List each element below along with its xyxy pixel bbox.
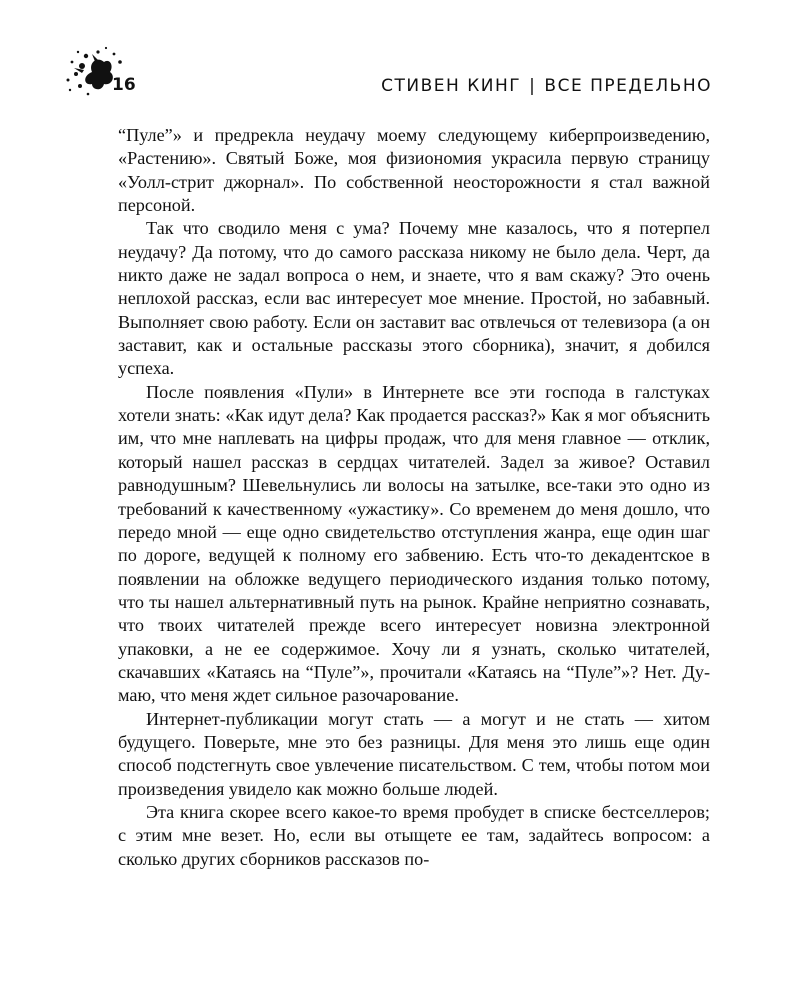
paragraph-continued: “Пуле”» и предрекла неудачу моему следующему киберпроизведению, «Растению». Святый Боже, моя физиономия украсила первую страницу «Уолл-стрит джорнал». По собственной неосторожности я стал важной персоной. (118, 125, 710, 216)
paragraph: Интернет-публикации могут стать — а могут и не стать — хитом будущего. Поверьте, мне это без разницы. Для меня это лишь еще один способ подстегнуть свое увлечение писательством. С тем, чтобы потом мои произведения увидело как можно больше людей. (118, 708, 710, 799)
page-header (62, 44, 712, 104)
paragraph: После появления «Пули» в Интернете все эти господа в галстуках хотели знать: «Как идут дела? Как продается рассказ?» Как я мог объяснить им, что мне наплевать на цифры продаж, что для меня главное — отклик, который нашел рассказ в сердцах читателей. Задел за живое? Оставил равнодушным? Шевельнулись ли волосы на затылке, все-таки это одно из требований к качественному «ужастику». Со временем до меня дошло, что передо мной — еще одно свидетельство отступления жанра, еще один шаг по дороге, ведущей к полному его забвению. Есть что-то декадентское в появлении на обложке ведущего периодического издания только потому, что ты нашел альтернативный путь на рынок. Крайне неприятно сознавать, что твоих читателей прежде всего интересует новизна электронной упаковки, а не ее содержимое. Хочу ли я узнать, сколько читателей, скачавших «Катаясь на “Пуле”», прочитали «Катаясь на “Пуле”»? Нет. Думаю, что меня ждет сильное разочарование. (118, 381, 710, 706)
paragraph: Эта книга скорее всего какое-то время пробудет в списке бестселлеров; с этим мне везет. Но, если вы отыщете ее там, задайтесь вопросом: а сколько других сборников рассказов по- (118, 801, 710, 869)
paragraph: Так что сводило меня с ума? Почему мне казалось, что я потерпел неудачу? Да потому, что до самого рассказа никому не было дела. Черт, да никто даже не задал вопроса о нем, и знаете, что я вам скажу? Это очень неплохой рассказ, если вас интересует мое мнение. Простой, но забавный. Выполняет свою работу. Если он заставит вас отвлечься от телевизора (а он заставит, как и остальные рассказы этого сборника), значит, я добился успеха. (118, 218, 710, 379)
author-name: СТИВЕН КИНГ (381, 76, 522, 96)
book-title: ВСЕ ПРЕДЕЛЬНО (544, 76, 712, 96)
page-number: 16 (112, 75, 136, 95)
body-text (118, 124, 710, 871)
header-separator: | (529, 76, 537, 96)
running-head (381, 76, 712, 96)
